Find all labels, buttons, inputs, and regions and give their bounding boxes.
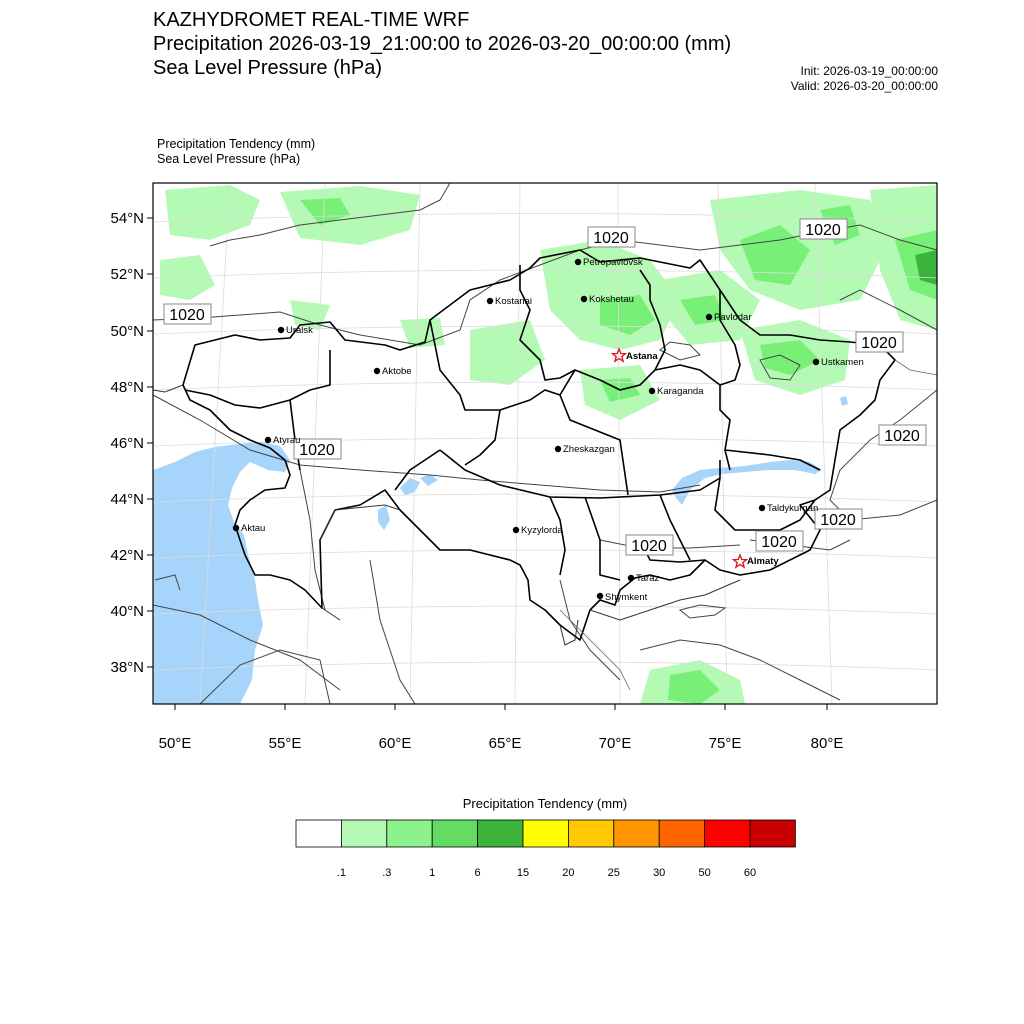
svg-text:Astana: Astana [626,351,658,362]
isobar-label [856,332,903,352]
lon-label: 80°E [810,735,844,752]
svg-text:Karaganda: Karaganda [657,386,704,397]
svg-text:Almaty: Almaty [747,556,779,567]
svg-text:Aktau: Aktau [241,523,266,534]
lat-label: 48°N [110,379,144,396]
colorbar-level-label: 15 [516,867,530,879]
colorbar-swatch [705,820,750,847]
valid-time: Valid: 2026-03-20_00:00:00 [790,79,938,93]
colorbar [296,820,795,847]
colorbar-level-label: 25 [607,867,620,879]
isobar-label [756,531,803,551]
colorbar-level-label: 6 [474,867,481,879]
isobar-label [588,227,635,247]
city-zheskazgan [555,444,615,455]
lon-label: 55°E [268,735,302,752]
city-karaganda [649,386,704,397]
precip-field-label: Precipitation Tendency (mm) [157,137,316,151]
lat-label: 52°N [110,266,144,283]
city-astana [613,349,659,362]
colorbar-level-label: .3 [382,867,392,879]
svg-text:1020: 1020 [820,512,856,529]
caspian-sea [153,442,290,704]
colorbar-swatch [568,820,613,847]
title-line-1: KAZHYDROMET REAL-TIME WRF [153,9,470,31]
city-kyzylorda [513,525,564,536]
isobar-label [626,535,673,555]
colorbar-swatch [614,820,659,847]
city-aktobe [374,366,412,377]
svg-text:Uralsk: Uralsk [286,325,313,336]
title-line-3: Sea Level Pressure (hPa) [153,57,383,79]
colorbar-level-label: 20 [562,867,575,879]
city-taraz [628,573,660,584]
city-kostanai [487,296,532,307]
colorbar-title: Precipitation Tendency (mm) [462,796,628,811]
colorbar-level-label: 1 [429,867,436,879]
svg-text:Kyzylorda: Kyzylorda [521,525,563,536]
lon-label: 65°E [488,735,522,752]
aral-sea [378,505,390,530]
isobar-label [879,425,926,445]
map-area [153,183,937,704]
lake-zaysan [840,396,848,406]
svg-text:Taraz: Taraz [636,573,660,584]
isobar-label [294,439,341,459]
city-uralsk [278,325,313,336]
colorbar-swatch [296,820,341,847]
svg-text:Zheskazgan: Zheskazgan [563,444,615,455]
latitude-labels [110,210,144,676]
svg-text:1020: 1020 [884,428,920,445]
lon-label: 60°E [378,735,412,752]
svg-text:Atyrau: Atyrau [273,435,301,446]
lake-balkhash [672,460,822,505]
lat-label: 40°N [110,603,144,620]
svg-text:Taldykurgan: Taldykurgan [767,503,819,514]
svg-text:Shymkent: Shymkent [605,592,648,603]
title-line-2: Precipitation 2026-03-19_21:00:00 to 2026-03-20_00:00:00 (mm) [153,33,732,55]
colorbar-level-label: .1 [336,867,346,879]
colorbar-swatch [659,820,704,847]
lat-label: 46°N [110,435,144,452]
svg-text:Pavlodar: Pavlodar [714,312,752,323]
colorbar-swatch [432,820,477,847]
city-almaty [734,555,780,567]
svg-text:1020: 1020 [593,230,629,247]
colorbar-swatch [341,820,386,847]
lat-label: 38°N [110,659,144,676]
svg-text:Kokshetau: Kokshetau [589,294,634,305]
lon-label: 70°E [598,735,632,752]
colorbar-level-label: 30 [653,867,666,879]
colorbar-level-label: 50 [698,867,711,879]
svg-text:Ustkamen: Ustkamen [821,357,864,368]
lat-label: 54°N [110,210,144,227]
svg-text:Petropavlovsk: Petropavlovsk [583,257,643,268]
lon-label: 75°E [708,735,742,752]
colorbar-swatch [750,820,795,847]
colorbar-swatch [387,820,432,847]
city-ustkamen [813,357,864,368]
city-petropavlovsk [575,257,643,268]
city-taldykurgan [759,503,818,514]
svg-text:1020: 1020 [169,307,205,324]
init-time: Init: 2026-03-19_00:00:00 [800,64,938,78]
colorbar-swatch [478,820,523,847]
svg-text:1020: 1020 [761,534,797,551]
isobar-label [164,304,211,324]
svg-text:Kostanai: Kostanai [495,296,532,307]
city-shymkent [597,592,648,603]
isobar-label [815,509,862,529]
lon-label: 50°E [158,735,192,752]
colorbar-level-label: 60 [743,867,757,879]
svg-text:1020: 1020 [631,538,667,555]
lat-label: 44°N [110,491,144,508]
city-kokshetau [581,294,634,305]
svg-text:Aktobe: Aktobe [382,366,412,377]
svg-text:1020: 1020 [299,442,335,459]
slp-field-label: Sea Level Pressure (hPa) [157,152,301,166]
longitude-labels [159,735,844,752]
svg-text:1020: 1020 [805,222,841,239]
lat-label: 50°N [110,323,144,340]
lat-label: 42°N [110,547,144,564]
colorbar-swatch [523,820,568,847]
capital-star-icon [734,555,747,567]
svg-text:1020: 1020 [861,335,897,352]
isobar-label [800,219,847,239]
